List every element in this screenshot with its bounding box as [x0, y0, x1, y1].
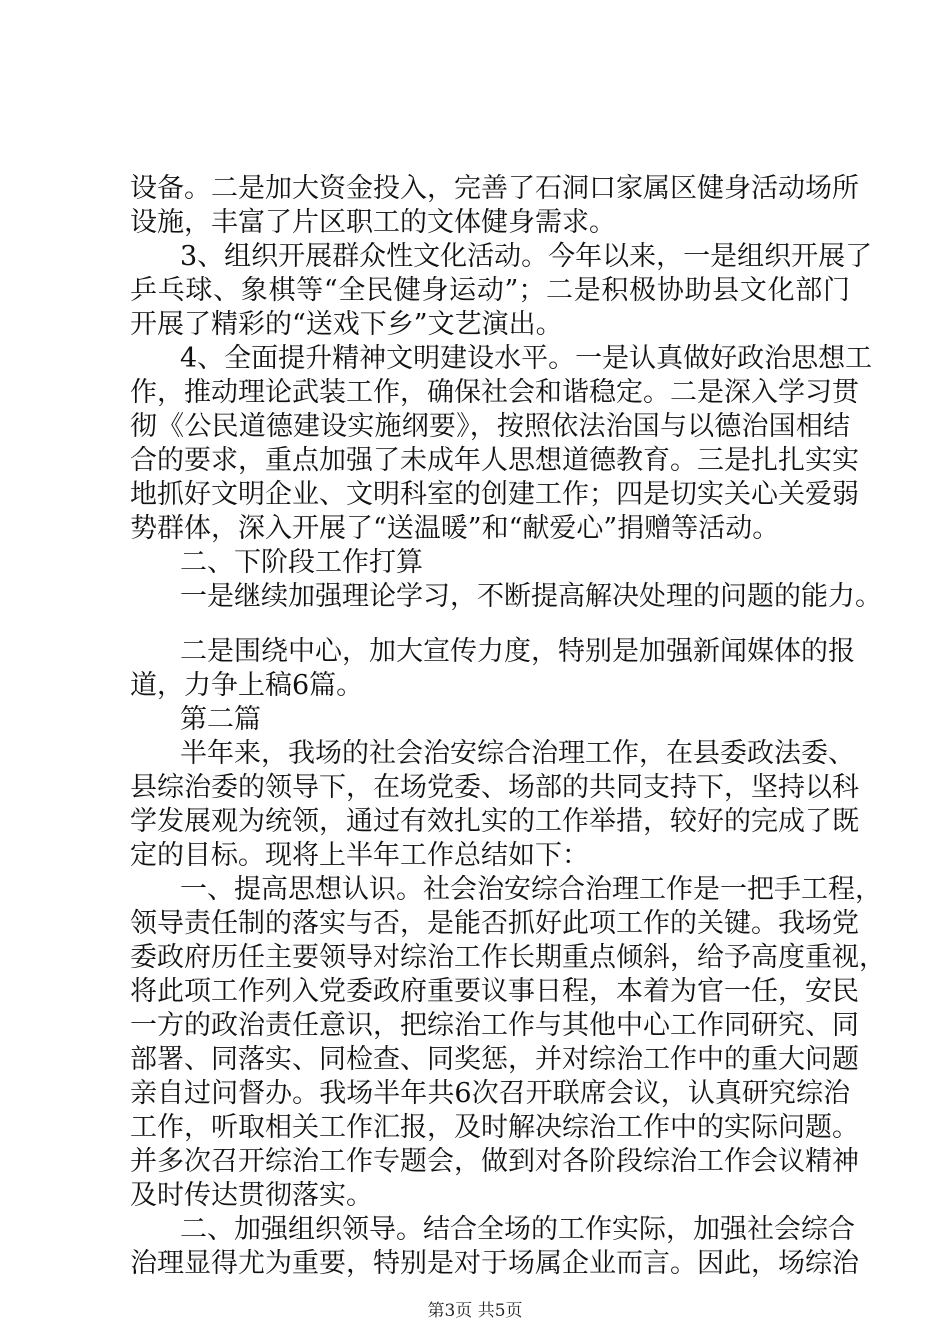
- text-line: 一、提高思想认识。社会治安综合治理工作是一把手工程，: [180, 874, 882, 905]
- page-number-footer: 第3页 共5页: [427, 1301, 523, 1321]
- text-line: 设施，丰富了片区职工的文体健身需求。: [130, 207, 616, 238]
- text-line: 半年来，我场的社会治安综合治理工作，在县委政法委、: [180, 738, 855, 769]
- section-heading: 第二篇: [180, 704, 261, 735]
- text-line: 及时传达贯彻落实。: [130, 1180, 373, 1211]
- text-line: 定的目标。现将上半年工作总结如下：: [130, 840, 589, 871]
- text-line: 合的要求，重点加强了未成年人思想道德教育。三是扎扎实实: [130, 445, 859, 476]
- text-line: 县综治委的领导下，在场党委、场部的共同支持下，坚持以科: [130, 772, 859, 803]
- text-line: 学发展观为统领，通过有效扎实的工作举措，较好的完成了既: [130, 806, 859, 837]
- text-line: 3、组织开展群众性文化活动。今年以来，一是组织开展了: [180, 241, 873, 272]
- text-line: 亲自过问督办。我场半年共6次召开联席会议，认真研究综治: [130, 1078, 850, 1109]
- text-line: 地抓好文明企业、文明科室的创建工作；四是切实关心关爱弱: [130, 479, 859, 510]
- text-line: 道，力争上稿6篇。: [130, 670, 364, 701]
- text-line: 领导责任制的落实与否，是能否抓好此项工作的关键。我场党: [130, 908, 859, 939]
- text-line: 委政府历任主要领导对综治工作长期重点倾斜，给予高度重视，: [130, 942, 886, 973]
- text-line: 乒乓球、象棋等“全民健身运动”；二是积极协助县文化部门: [130, 275, 850, 306]
- text-line: 势群体，深入开展了“送温暖”和“献爱心”捐赠等活动。: [130, 513, 780, 544]
- text-line: 将此项工作列入党委政府重要议事日程，本着为官一任，安民: [130, 976, 859, 1007]
- text-line: 部署、同落实、同检查、同奖惩，并对综治工作中的重大问题: [130, 1044, 859, 1075]
- text-line: 工作，听取相关工作汇报，及时解决综治工作中的实际问题。: [130, 1112, 859, 1143]
- text-line: 并多次召开综治工作专题会，做到对各阶段综治工作会议精神: [130, 1146, 859, 1177]
- text-line: 4、全面提升精神文明建设水平。一是认真做好政治思想工: [180, 343, 873, 374]
- text-line: 治理显得尤为重要，特别是对于场属企业而言。因此，场综治: [130, 1248, 859, 1279]
- text-line: 一是继续加强理论学习，不断提高解决处理的问题的能力。: [180, 581, 882, 612]
- text-line: 二、加强组织领导。结合全场的工作实际，加强社会综合: [180, 1214, 855, 1245]
- text-line: 设备。二是加大资金投入，完善了石洞口家属区健身活动场所: [130, 173, 859, 204]
- section-heading: 二、下阶段工作打算: [180, 547, 423, 578]
- text-line: 彻《公民道德建设实施纲要》，按照依法治国与以德治国相结: [130, 411, 850, 442]
- text-line: 开展了精彩的“送戏下乡”文艺演出。: [130, 309, 563, 340]
- text-line: 二是围绕中心，加大宣传力度，特别是加强新闻媒体的报: [180, 636, 855, 667]
- text-line: 作，推动理论武装工作，确保社会和谐稳定。二是深入学习贯: [130, 377, 859, 408]
- text-line: 一方的政治责任意识，把综治工作与其他中心工作同研究、同: [130, 1010, 859, 1041]
